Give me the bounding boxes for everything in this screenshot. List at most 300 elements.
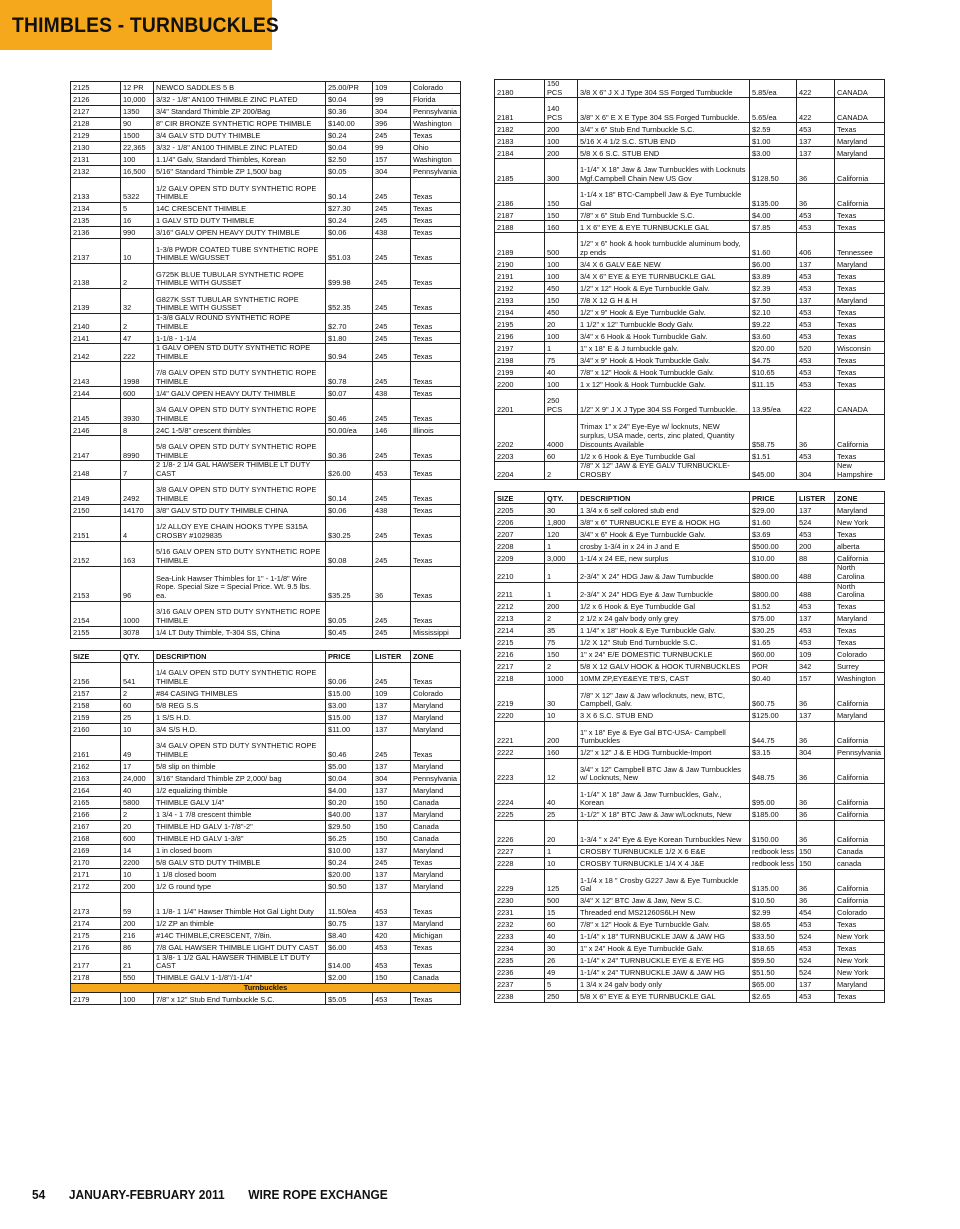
cell-description: 1/2 GALV OPEN STD DUTY SYNTHETIC ROPE THIMBLE [154, 178, 326, 203]
cell-zone: CANADA [835, 390, 885, 415]
cell-zone: Canada [411, 796, 461, 808]
cell-zone: Texas [835, 282, 885, 294]
cell-zone: Texas [411, 461, 461, 479]
cell-lister: 200 [797, 540, 835, 552]
cell-price: $6.00 [326, 941, 373, 953]
listing-row [495, 80, 885, 98]
cell-zone: Texas [411, 662, 461, 687]
cell-zone: Surrey [835, 660, 885, 672]
cell-size: 2 [121, 264, 154, 289]
cell-price: $7.85 [750, 221, 797, 233]
listing-row [495, 528, 885, 540]
cell-item-number: 2230 [495, 894, 545, 906]
listing-row [71, 94, 461, 106]
cell-lister: 420 [373, 929, 411, 941]
cell-size: 100 [545, 378, 578, 390]
cell-zone: Texas [411, 227, 461, 239]
cell-description: 1-3/8 GALV ROUND SYNTHETIC ROPE THIMBLE [154, 314, 326, 332]
cell-lister: 488 [797, 564, 835, 582]
cell-zone: Maryland [835, 978, 885, 990]
cell-lister: 150 [797, 845, 835, 857]
cell-description: 3/4" X 12" BTC Jaw & Jaw, New S.C. [578, 894, 750, 906]
cell-size: 14 [121, 844, 154, 856]
cell-description: 7/8 GAL HAWSER THIMBLE LIGHT DUTY CAST [154, 941, 326, 953]
cell-zone: California [835, 808, 885, 820]
cell-zone: California [835, 552, 885, 564]
cell-lister: 36 [797, 721, 835, 746]
cell-item-number: 2206 [495, 516, 545, 528]
cell-description: 1/2 G round type [154, 880, 326, 892]
cell-lister: 137 [797, 147, 835, 159]
cell-description: 1 3/4 - 1 7/8 crescent thimble [154, 808, 326, 820]
cell-price: $0.14 [326, 178, 373, 203]
cell-zone: Mississippi [411, 626, 461, 638]
cell-zone: Maryland [411, 699, 461, 711]
cell-zone: Texas [835, 624, 885, 636]
cell-item-number: 2189 [495, 233, 545, 258]
cell-description: 3/8" GALV STD DUTY THIMBLE CHINA [154, 504, 326, 516]
cell-item-number: 2141 [71, 332, 121, 344]
cell-lister: 150 [373, 971, 411, 983]
cell-size: 22,365 [121, 142, 154, 154]
cell-description: 1/2" x 12" J & E HDG Turnbuckle-Import [578, 746, 750, 758]
cell-zone: Canada [411, 820, 461, 832]
cell-size: 450 [545, 282, 578, 294]
cell-zone: Texas [411, 892, 461, 917]
cell-item-number: 2171 [71, 868, 121, 880]
cell-description: THIMBLE GALV 1/4" [154, 796, 326, 808]
cell-item-number: 2202 [495, 415, 545, 450]
cell-zone: Texas [411, 436, 461, 461]
cell-item-number: 2201 [495, 390, 545, 415]
listing-row [71, 436, 461, 461]
cell-price: redbook less [750, 845, 797, 857]
cell-price: $15.00 [326, 711, 373, 723]
cell-price: $4.00 [750, 209, 797, 221]
cell-item-number: 2196 [495, 330, 545, 342]
cell-description: 3/4" x 6 Hook & Hook Turnbuckle Galv. [578, 330, 750, 342]
header-lister: LISTER [373, 650, 411, 662]
cell-price: $5.00 [326, 760, 373, 772]
listing-row [495, 233, 885, 258]
cell-size: 2 [545, 462, 578, 480]
cell-price: $6.00 [750, 258, 797, 270]
cell-zone: California [835, 820, 885, 845]
cell-lister: 137 [797, 294, 835, 306]
cell-zone: Texas [411, 601, 461, 626]
cell-zone: Washington [411, 154, 461, 166]
cell-item-number: 2147 [71, 436, 121, 461]
cell-price: $0.06 [326, 504, 373, 516]
listing-row [71, 796, 461, 808]
cell-description: 5/16 GALV OPEN STD DUTY SYNTHETIC ROPE THIMBLE [154, 541, 326, 566]
cell-zone: Maryland [835, 258, 885, 270]
cell-size: 5800 [121, 796, 154, 808]
cell-description: 1" x 24" E/E DOMESTIC TURNBUCKLE [578, 648, 750, 660]
cell-item-number: 2143 [71, 362, 121, 387]
cell-price: $0.50 [326, 880, 373, 892]
cell-size: 550 [121, 971, 154, 983]
cell-zone: Texas [411, 856, 461, 868]
cell-lister: 524 [797, 966, 835, 978]
cell-size: 75 [545, 354, 578, 366]
cell-size: 100 [121, 154, 154, 166]
listing-row [71, 832, 461, 844]
cell-price: $0.24 [326, 130, 373, 142]
cell-zone: Maryland [835, 612, 885, 624]
listing-row [71, 868, 461, 880]
cell-lister: 524 [797, 516, 835, 528]
cell-description: 7/8 GALV OPEN STD DUTY SYNTHETIC ROPE THIMBLE [154, 362, 326, 387]
cell-description: 3/4" x 9" Hook & Hook Turnbuckle Galv. [578, 354, 750, 366]
cell-size: 541 [121, 662, 154, 687]
cell-size: 100 [545, 330, 578, 342]
cell-description: 2-3/4" X 24" HDG Jaw & Jaw Turnbuckle [578, 564, 750, 582]
cell-description: 5/8 X 6 S.C. STUB END [578, 147, 750, 159]
cell-description: 2-3/4" X 24" HDG Eye & Jaw Turnbuckle [578, 582, 750, 600]
cell-price: $2.59 [750, 123, 797, 135]
cell-item-number: 2213 [495, 612, 545, 624]
cell-size: 4000 [545, 415, 578, 450]
cell-size: 90 [121, 118, 154, 130]
cell-lister: 304 [373, 772, 411, 784]
cell-size: 8 [121, 424, 154, 436]
cell-description: 7/8" x 12" Stub End Turnbuckle S.C. [154, 993, 326, 1005]
cell-zone: CANADA [835, 98, 885, 123]
listing-row [495, 98, 885, 123]
cell-zone: Texas [835, 990, 885, 1002]
listing-row [71, 332, 461, 344]
cell-lister: 36 [797, 783, 835, 808]
cell-price: $75.00 [750, 612, 797, 624]
listing-row [71, 772, 461, 784]
cell-price: $0.36 [326, 436, 373, 461]
cell-lister: 304 [373, 106, 411, 118]
cell-lister: 245 [373, 626, 411, 638]
cell-description: 3 X 6 S.C. STUB END [578, 709, 750, 721]
cell-lister: 137 [373, 723, 411, 735]
cell-zone: Pennsylvania [411, 106, 461, 118]
cell-price: $95.00 [750, 783, 797, 808]
cell-price: $135.00 [750, 869, 797, 894]
cell-description: 3/4" x 6" Stub End Turnbuckle S.C. [578, 123, 750, 135]
cell-price: $99.98 [326, 264, 373, 289]
cell-zone: Texas [835, 354, 885, 366]
cell-size: 200 [545, 123, 578, 135]
cell-zone: Texas [411, 178, 461, 203]
cell-description: 3/4 GALV OPEN STD DUTY SYNTHETIC ROPE THIMBLE [154, 735, 326, 760]
cell-size: 163 [121, 541, 154, 566]
cell-size: 10,000 [121, 94, 154, 106]
listing-row [71, 626, 461, 638]
cell-zone: Michigan [411, 929, 461, 941]
listing-row [71, 844, 461, 856]
cell-lister: 36 [797, 894, 835, 906]
cell-item-number: 2149 [71, 479, 121, 504]
cell-description: G827K SST TUBULAR SYNTHETIC ROPE THIMBLE WITH GUSSET [154, 289, 326, 314]
cell-lister: 36 [797, 808, 835, 820]
cell-size: 1000 [121, 601, 154, 626]
listing-row [71, 929, 461, 941]
cell-description: 7/8 X 12 G H & H [578, 294, 750, 306]
cell-size: 216 [121, 929, 154, 941]
listing-row [495, 783, 885, 808]
cell-lister: 245 [373, 399, 411, 424]
cell-item-number: 2233 [495, 930, 545, 942]
cell-item-number: 2223 [495, 758, 545, 783]
cell-lister: 245 [373, 203, 411, 215]
cell-size: 120 [545, 528, 578, 540]
cell-item-number: 2168 [71, 832, 121, 844]
cell-size: 1500 [121, 130, 154, 142]
cell-price: 5.85/ea [750, 80, 797, 98]
cell-item-number: 2164 [71, 784, 121, 796]
page-footer [32, 1187, 408, 1202]
listing-row [495, 820, 885, 845]
cell-price: $0.14 [326, 479, 373, 504]
listing-row [71, 215, 461, 227]
cell-size: 150 [545, 209, 578, 221]
cell-price: $125.00 [750, 709, 797, 721]
cell-price: $2.00 [326, 971, 373, 983]
cell-description: 1 1/4" x 18" Hook & Eye Turnbuckle Galv. [578, 624, 750, 636]
listing-row [71, 566, 461, 601]
cell-zone: Texas [411, 953, 461, 971]
cell-lister: 99 [373, 94, 411, 106]
cell-lister: 137 [797, 709, 835, 721]
cell-description: 3/4 X 6" EYE & EYE TURNBUCKLE GAL [578, 270, 750, 282]
cell-price: $3.15 [750, 746, 797, 758]
cell-zone: Texas [411, 130, 461, 142]
cell-item-number: 2172 [71, 880, 121, 892]
right-listing-table [494, 79, 885, 1003]
cell-zone: California [835, 184, 885, 209]
listing-row [71, 118, 461, 130]
listing-row [71, 399, 461, 424]
cell-price: $0.40 [750, 672, 797, 684]
cell-size: 2200 [121, 856, 154, 868]
cell-size: 150 PCS [545, 80, 578, 98]
cell-lister: 453 [797, 354, 835, 366]
cell-size: 60 [545, 450, 578, 462]
listing-row [495, 808, 885, 820]
cell-item-number: 2175 [71, 929, 121, 941]
cell-size: 24,000 [121, 772, 154, 784]
cell-zone: Texas [835, 221, 885, 233]
cell-price: 13.95/ea [750, 390, 797, 415]
cell-lister: 453 [373, 993, 411, 1005]
cell-price: $10.50 [750, 894, 797, 906]
cell-item-number: 2218 [495, 672, 545, 684]
cell-item-number: 2187 [495, 209, 545, 221]
cell-lister: 245 [373, 541, 411, 566]
listing-row [71, 941, 461, 953]
cell-zone: California [835, 415, 885, 450]
cell-size: 3,000 [545, 552, 578, 564]
cell-description: G725K BLUE TUBULAR SYNTHETIC ROPE THIMBLE WITH GUSSET [154, 264, 326, 289]
cell-item-number: 2220 [495, 709, 545, 721]
cell-zone: Washington [411, 118, 461, 130]
cell-lister: 36 [797, 684, 835, 709]
listing-row [495, 942, 885, 954]
listing-row [495, 209, 885, 221]
cell-lister: 453 [373, 941, 411, 953]
cell-price: $30.25 [750, 624, 797, 636]
cell-lister: 36 [797, 415, 835, 450]
listing-row [71, 711, 461, 723]
cell-lister: 422 [797, 80, 835, 98]
cell-price: $44.75 [750, 721, 797, 746]
cell-zone: Colorado [411, 82, 461, 94]
cell-size: 10 [121, 723, 154, 735]
cell-item-number: 2160 [71, 723, 121, 735]
listing-row [495, 930, 885, 942]
section-banner [0, 0, 280, 50]
listing-row [495, 721, 885, 746]
listing-row [495, 978, 885, 990]
cell-item-number: 2208 [495, 540, 545, 552]
cell-description: 7/8" X 12" JAW & EYE GALV TURNBUCKLE-CROSBY [578, 462, 750, 480]
listing-row [495, 636, 885, 648]
cell-size: 21 [121, 953, 154, 971]
cell-zone: Texas [411, 387, 461, 399]
listing-row [71, 479, 461, 504]
cell-zone: Maryland [411, 844, 461, 856]
cell-size: 47 [121, 332, 154, 344]
cell-price: $0.75 [326, 917, 373, 929]
issue-date: JANUARY-FEBRUARY 2011 [68, 1187, 225, 1202]
cell-size: 3930 [121, 399, 154, 424]
cell-price: $135.00 [750, 184, 797, 209]
cell-description: 1/2" x 9" Hook & Eye Turnbuckle Galv. [578, 306, 750, 318]
cell-price: $60.00 [750, 648, 797, 660]
listing-row [495, 378, 885, 390]
cell-zone: North Carolina [835, 582, 885, 600]
cell-size: 10 [121, 868, 154, 880]
cell-lister: 453 [797, 624, 835, 636]
header-description: DESCRIPTION [154, 650, 326, 662]
cell-size: 450 [545, 306, 578, 318]
header-qty: QTY. [121, 650, 154, 662]
cell-description: 1 x 12" Hook & Hook Turnbuckle Galv. [578, 378, 750, 390]
cell-lister: 146 [373, 424, 411, 436]
cell-price: $0.04 [326, 94, 373, 106]
cell-item-number: 2203 [495, 450, 545, 462]
cell-item-number: 2215 [495, 636, 545, 648]
cell-item-number: 2148 [71, 461, 121, 479]
cell-item-number: 2192 [495, 282, 545, 294]
listing-row [495, 758, 885, 783]
cell-description: 1/2 ZP an thimble [154, 917, 326, 929]
cell-zone: New York [835, 930, 885, 942]
cell-lister: 438 [373, 227, 411, 239]
listing-row [71, 154, 461, 166]
cell-price: $2.99 [750, 906, 797, 918]
cell-item-number: 2152 [71, 541, 121, 566]
cell-zone: Texas [411, 479, 461, 504]
cell-price: $0.07 [326, 387, 373, 399]
cell-description: 3/16" GALV OPEN HEAVY DUTY THIMBLE [154, 227, 326, 239]
cell-lister: 150 [797, 857, 835, 869]
cell-description: 3/8 GALV OPEN STD DUTY SYNTHETIC ROPE THIMBLE [154, 479, 326, 504]
cell-zone: California [835, 894, 885, 906]
cell-size: 3078 [121, 626, 154, 638]
cell-price: $48.75 [750, 758, 797, 783]
cell-description: 1/2 x 6 Hook & Eye Turnbuckle Gal [578, 450, 750, 462]
cell-item-number: 2221 [495, 721, 545, 746]
cell-description: 1/2" X 9" J X J Type 304 SS Forged Turnbuckle. [578, 390, 750, 415]
cell-lister: 453 [797, 636, 835, 648]
cell-description: 1 X 6" EYE & EYE TURNBUCKLE GAL [578, 221, 750, 233]
cell-item-number: 2200 [495, 378, 545, 390]
cell-size: 12 PR [121, 82, 154, 94]
cell-zone: Canada [835, 845, 885, 857]
cell-price: $10.00 [750, 552, 797, 564]
cell-price: $0.05 [326, 601, 373, 626]
cell-item-number: 2198 [495, 354, 545, 366]
cell-description: 3/4 X 6 GALV E&E NEW [578, 258, 750, 270]
cell-lister: 396 [373, 118, 411, 130]
cell-price: $45.00 [750, 462, 797, 480]
cell-item-number: 2224 [495, 783, 545, 808]
cell-size: 600 [121, 832, 154, 844]
cell-lister: 524 [797, 930, 835, 942]
listing-row [71, 993, 461, 1005]
cell-size: 1 [545, 564, 578, 582]
cell-size: 15 [545, 906, 578, 918]
cell-description: 2 1/2 x 24 galv body only grey [578, 612, 750, 624]
cell-item-number: 2210 [495, 564, 545, 582]
listing-row [495, 660, 885, 672]
cell-item-number: 2165 [71, 796, 121, 808]
cell-description: THIMBLE HD GALV 1-3/8" [154, 832, 326, 844]
listing-row [71, 344, 461, 362]
cell-zone: Tennessee [835, 233, 885, 258]
cell-size: 200 [545, 721, 578, 746]
cell-description: 5/16" Standard Thimble ZP 1,500/ bag [154, 166, 326, 178]
cell-zone: Canada [411, 832, 461, 844]
cell-item-number: 2227 [495, 845, 545, 857]
listing-row [71, 723, 461, 735]
cell-lister: 406 [797, 233, 835, 258]
listing-row [71, 130, 461, 142]
listing-row [495, 354, 885, 366]
table-spacer [495, 480, 885, 492]
cell-description: 1/4 LT Duty Thimble, T-304 SS, China [154, 626, 326, 638]
cell-size: 40 [121, 784, 154, 796]
listing-row [495, 282, 885, 294]
cell-price: $1.00 [750, 135, 797, 147]
cell-item-number: 2238 [495, 990, 545, 1002]
listing-row [71, 953, 461, 971]
listing-row [71, 362, 461, 387]
cell-size: 500 [545, 233, 578, 258]
cell-description: 1-3/4 " x 24" Eye & Eye Korean Turnbuckles New [578, 820, 750, 845]
cell-lister: 88 [797, 552, 835, 564]
cell-description: 7/8" X 12" Jaw & Jaw w/locknuts, new, BTC, Campbell, Galv. [578, 684, 750, 709]
listing-row [495, 159, 885, 184]
cell-size: 26 [545, 954, 578, 966]
cell-item-number: 2211 [495, 582, 545, 600]
cell-item-number: 2154 [71, 601, 121, 626]
cell-size: 1350 [121, 106, 154, 118]
cell-item-number: 2140 [71, 314, 121, 332]
cell-description: 1-1/4 x 24 EE, new surplus [578, 552, 750, 564]
cell-price: $30.25 [326, 516, 373, 541]
cell-lister: 453 [797, 942, 835, 954]
listing-row [71, 820, 461, 832]
cell-description: CROSBY TURNBUCKLE 1/4 X 4 J&E [578, 857, 750, 869]
